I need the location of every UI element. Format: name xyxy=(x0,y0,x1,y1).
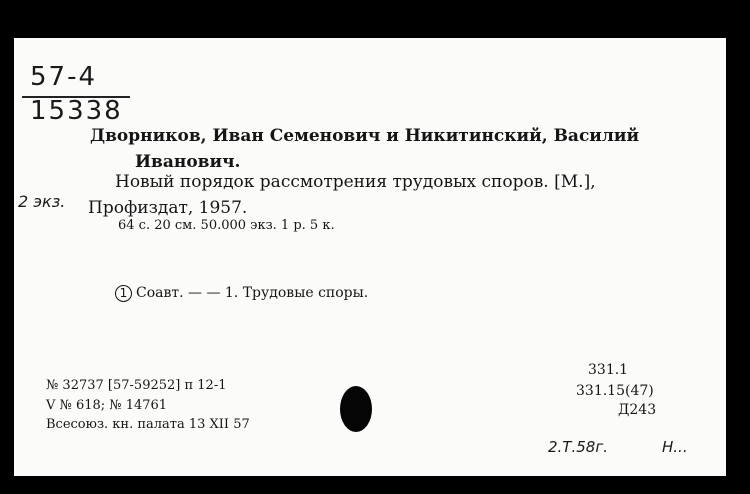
author-line-1: Дворников, Иван Семенович и Никитинский, Василий xyxy=(90,126,640,146)
tracing-circle-number: 1 xyxy=(115,285,132,302)
classification-line-1: 331.1 xyxy=(588,362,629,378)
classification-line-3: Д243 xyxy=(618,402,657,418)
handwritten-copies-note: 2 экз. xyxy=(18,192,66,211)
title-line-1: Новый порядок рассмотрения трудовых споров. [М.], xyxy=(115,172,596,192)
registry-line-2: V № 618; № 14761 xyxy=(46,398,168,413)
handwritten-initials: Н... xyxy=(662,438,688,456)
physical-description: 64 с. 20 см. 50.000 экз. 1 р. 5 к. xyxy=(118,218,335,233)
classification-line-2: 331.15(47) xyxy=(576,383,654,399)
tracing-text: Соавт. — — 1. Трудовые споры. xyxy=(136,285,369,301)
shelf-mark-top: 57-4 xyxy=(30,62,98,92)
registry-line-1: № 32737 [57-59252] п 12-1 xyxy=(46,378,227,393)
tracing-line xyxy=(115,285,368,302)
ink-blot xyxy=(340,386,372,432)
title-line-2: Профиздат, 1957. xyxy=(88,198,248,218)
handwritten-date: 2.Т.58г. xyxy=(548,438,608,456)
shelf-mark-bottom: 15338 xyxy=(30,96,123,126)
author-line-2: Иванович. xyxy=(135,152,241,172)
registry-line-3: Всесоюз. кн. палата 13 XII 57 xyxy=(46,417,250,432)
